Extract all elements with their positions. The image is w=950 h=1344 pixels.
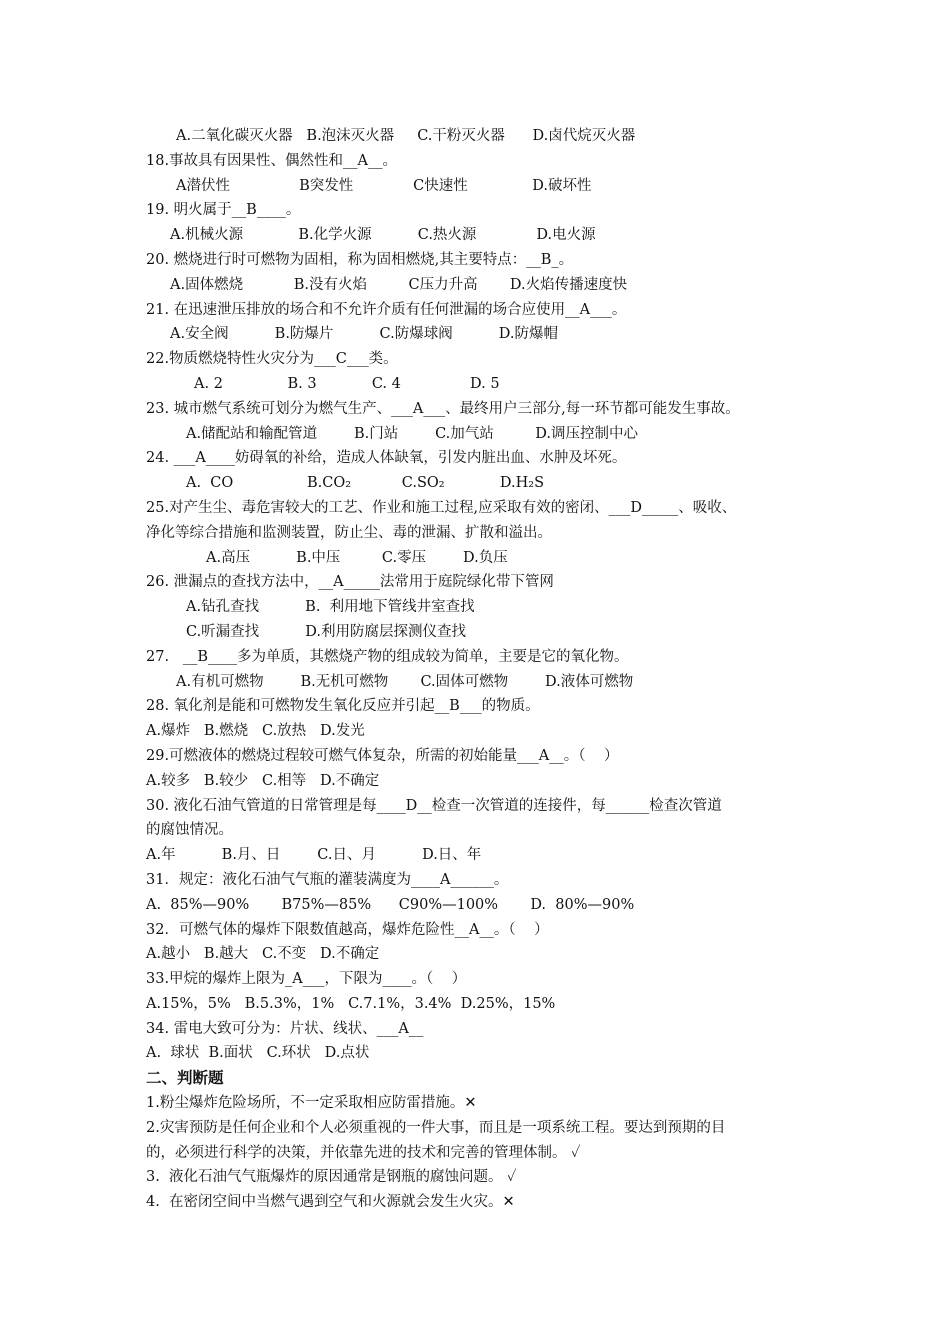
text-line: 的腐蚀情况。 xyxy=(146,822,233,839)
text-line: A.有机可燃物 B.无机可燃物 C.固体可燃物 D.液体可燃物 xyxy=(176,673,634,690)
text-line: A潜伏性 B突发性 C快速性 D.破坏性 xyxy=(176,177,592,194)
text-line: A.年 B.月、日 C.日、月 D.日、年 xyxy=(146,847,482,864)
text-line: 净化等综合措施和监测装置，防止尘、毒的泄漏、扩散和溢出。 xyxy=(146,524,552,541)
text-line: 4. 在密闭空间中当燃气遇到空气和火源就会发生火灾。✕ xyxy=(146,1194,515,1211)
text-line: 34. 雷电大致可分为：片状、线状、___A__ xyxy=(146,1020,424,1037)
text-line: 3. 液化石油气气瓶爆炸的原因通常是钢瓶的腐蚀问题。 ✓ xyxy=(146,1169,517,1186)
text-line: 2.灾害预防是任何企业和个人必须重视的一件大事，而且是一项系统工程。要达到预期的目 xyxy=(146,1119,726,1136)
text-line: A. 85%—90% B75%—85% C90%—100% D. 80%—90% xyxy=(146,896,635,913)
text-line: 1.粉尘爆炸危险场所，不一定采取相应防雷措施。✕ xyxy=(146,1095,477,1112)
text-line: C.听漏查找 D.利用防腐层探测仪查找 xyxy=(186,623,466,640)
text-line: 18.事故具有因果性、偶然性和__A__。 xyxy=(146,152,398,169)
text-line: A.15%，5% B.5.3%，1% C.7.1%，3.4% D.25%，15% xyxy=(146,995,556,1012)
text-line: 19. 明火属于__B____。 xyxy=(146,202,301,219)
text-line: 31．规定：液化石油气气瓶的灌装满度为____A______。 xyxy=(146,871,509,888)
text-line: A.储配站和输配管道 B.门站 C.加气站 D.调压控制中心 xyxy=(186,425,638,442)
text-line: 24. ___A____妨碍氧的补给，造成人体缺氧，引发内脏出血、水肿及坏死。 xyxy=(146,450,627,467)
text-line: 33.甲烷的爆炸上限为_A___，下限为____。（ ） xyxy=(146,971,467,988)
text-line: 29.可燃液体的燃烧过程较可燃气体复杂，所需的初始能量___A__。（ ） xyxy=(146,747,619,764)
text-line: 26. 泄漏点的查找方法中，__A_____法常用于庭院绿化带下管网 xyxy=(146,574,554,591)
text-line: A.机械火源 B.化学火源 C.热火源 D.电火源 xyxy=(170,227,596,244)
text-line: 20. 燃烧进行时可燃物为固相，称为固相燃烧,其主要特点：__B_。 xyxy=(146,251,574,268)
text-line: A.较多 B.较少 C.相等 D.不确定 xyxy=(146,772,380,789)
text-line: 25.对产生尘、毒危害较大的工艺、作业和施工过程,应采取有效的密闭、___D_____、吸收、 xyxy=(146,499,737,516)
document-body xyxy=(146,124,826,1215)
text-line: 27. __B____多为单质，其燃烧产物的组成较为简单，主要是它的氧化物。 xyxy=(146,648,629,665)
text-line: A.高压 B.中压 C.零压 D.负压 xyxy=(206,549,508,566)
text-line: A.爆炸 B.燃烧 C.放热 D.发光 xyxy=(146,723,365,740)
text-line: 21. 在迅速泄压排放的场合和不允许介质有任何泄漏的场合应使用__A___。 xyxy=(146,301,627,318)
text-line: 22.物质燃烧特性火灾分为___C___类。 xyxy=(146,351,398,368)
text-line: A. CO B.CO₂ C.SO₂ D.H₂S xyxy=(186,475,545,492)
text-line: 23. 城市燃气系统可划分为燃气生产、___A___、最终用户三部分,每一环节都可能发生事故。 xyxy=(146,400,740,417)
text-line: 的，必须进行科学的决策，并依靠先进的技术和完善的管理体制。 ✓ xyxy=(146,1144,581,1161)
text-line: A. 球状 B.面状 C.环状 D.点状 xyxy=(146,1045,370,1062)
text-line: A.二氧化碳灭火器 B.泡沫灭火器 C.干粉灭火器 D.卤代烷灭火器 xyxy=(176,128,636,144)
text-line: A.越小 B.越大 C.不变 D.不确定 xyxy=(146,946,380,963)
text-line: 30. 液化石油气管道的日常管理是每____D__检查一次管道的连接件，每______检查次管道 xyxy=(146,797,722,814)
text-line: 32．可燃气体的爆炸下限数值越高，爆炸危险性__A__。（ ） xyxy=(146,921,549,938)
text-line: A.固体燃烧 B.没有火焰 C压力升高 D.火焰传播速度快 xyxy=(170,276,628,293)
text-line: A.钻孔查找 B. 利用地下管线井室查找 xyxy=(186,599,475,616)
text-line: 28. 氧化剂是能和可燃物发生氧化反应并引起__B___的物质。 xyxy=(146,698,540,715)
section-heading: 二、判断题 xyxy=(146,1069,224,1088)
text-line: A.安全阀 B.防爆片 C.防爆球阀 D.防爆帽 xyxy=(170,326,559,343)
text-line: A. 2 B. 3 C. 4 D. 5 xyxy=(194,375,500,392)
